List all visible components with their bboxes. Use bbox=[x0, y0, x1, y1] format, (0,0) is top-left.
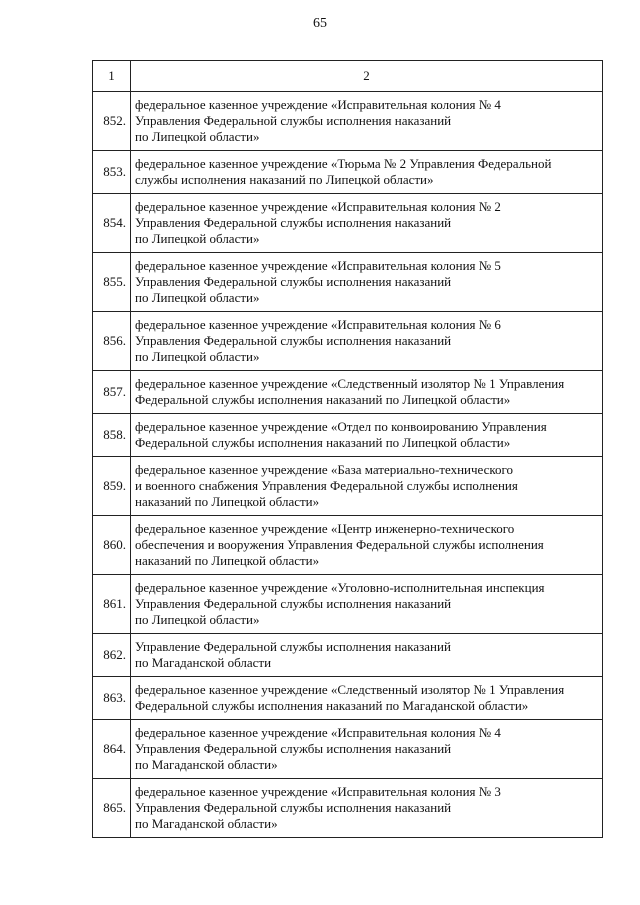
row-number: 863. bbox=[93, 677, 131, 720]
row-number: 865. bbox=[93, 779, 131, 838]
row-text: федеральное казенное учреждение «Следственный изолятор № 1 Управления Федеральной службы исполнения наказаний по Липецкой области» bbox=[131, 371, 603, 414]
row-text: федеральное казенное учреждение «Уголовно-исполнительная инспекция Управления Федеральной службы исполнения наказаний по Липецкой области» bbox=[131, 575, 603, 634]
table-row bbox=[93, 516, 603, 575]
column-header-2: 2 bbox=[131, 61, 603, 92]
row-number: 862. bbox=[93, 634, 131, 677]
row-number: 855. bbox=[93, 253, 131, 312]
row-number: 856. bbox=[93, 312, 131, 371]
row-text: федеральное казенное учреждение «Исправительная колония № 6 Управления Федеральной службы исполнения наказаний по Липецкой области» bbox=[131, 312, 603, 371]
table-row bbox=[93, 634, 603, 677]
row-number: 861. bbox=[93, 575, 131, 634]
row-number: 860. bbox=[93, 516, 131, 575]
row-text: федеральное казенное учреждение «Исправительная колония № 4 Управления Федеральной службы исполнения наказаний по Магаданской области» bbox=[131, 720, 603, 779]
table-row bbox=[93, 457, 603, 516]
table-row bbox=[93, 253, 603, 312]
row-text: федеральное казенное учреждение «Тюрьма № 2 Управления Федеральной службы исполнения наказаний по Липецкой области» bbox=[131, 151, 603, 194]
row-number: 853. bbox=[93, 151, 131, 194]
row-number: 859. bbox=[93, 457, 131, 516]
row-text: федеральное казенное учреждение «Следственный изолятор № 1 Управления Федеральной службы исполнения наказаний по Магаданской области» bbox=[131, 677, 603, 720]
row-text: федеральное казенное учреждение «Исправительная колония № 5 Управления Федеральной службы исполнения наказаний по Липецкой области» bbox=[131, 253, 603, 312]
table-row bbox=[93, 677, 603, 720]
row-text: федеральное казенное учреждение «Отдел по конвоированию Управления Федеральной службы исполнения наказаний по Липецкой области» bbox=[131, 414, 603, 457]
row-text: федеральное казенное учреждение «Исправительная колония № 3 Управления Федеральной службы исполнения наказаний по Магаданской области» bbox=[131, 779, 603, 838]
row-text: федеральное казенное учреждение «Исправительная колония № 4 Управления Федеральной службы исполнения наказаний по Липецкой области» bbox=[131, 92, 603, 151]
institutions-table bbox=[92, 60, 603, 838]
table-row bbox=[93, 779, 603, 838]
row-number: 852. bbox=[93, 92, 131, 151]
table-row bbox=[93, 312, 603, 371]
row-number: 858. bbox=[93, 414, 131, 457]
row-text: Управление Федеральной службы исполнения наказаний по Магаданской области bbox=[131, 634, 603, 677]
row-number: 864. bbox=[93, 720, 131, 779]
table-row bbox=[93, 194, 603, 253]
page-number: 65 bbox=[313, 16, 327, 31]
row-text: федеральное казенное учреждение «Исправительная колония № 2 Управления Федеральной службы исполнения наказаний по Липецкой области» bbox=[131, 194, 603, 253]
row-text: федеральное казенное учреждение «База материально-технического и военного снабжения Управления Федеральной службы исполнения наказаний по Липецкой области» bbox=[131, 457, 603, 516]
table-row bbox=[93, 151, 603, 194]
column-header-1: 1 bbox=[93, 61, 131, 92]
table-row bbox=[93, 92, 603, 151]
table-header-row bbox=[93, 61, 603, 92]
table-row bbox=[93, 414, 603, 457]
row-number: 857. bbox=[93, 371, 131, 414]
table-row bbox=[93, 575, 603, 634]
row-text: федеральное казенное учреждение «Центр инженерно-технического обеспечения и вооружения Управления Федеральной службы исполнения наказаний по Липецкой области» bbox=[131, 516, 603, 575]
row-number: 854. bbox=[93, 194, 131, 253]
table-row bbox=[93, 371, 603, 414]
table-row bbox=[93, 720, 603, 779]
